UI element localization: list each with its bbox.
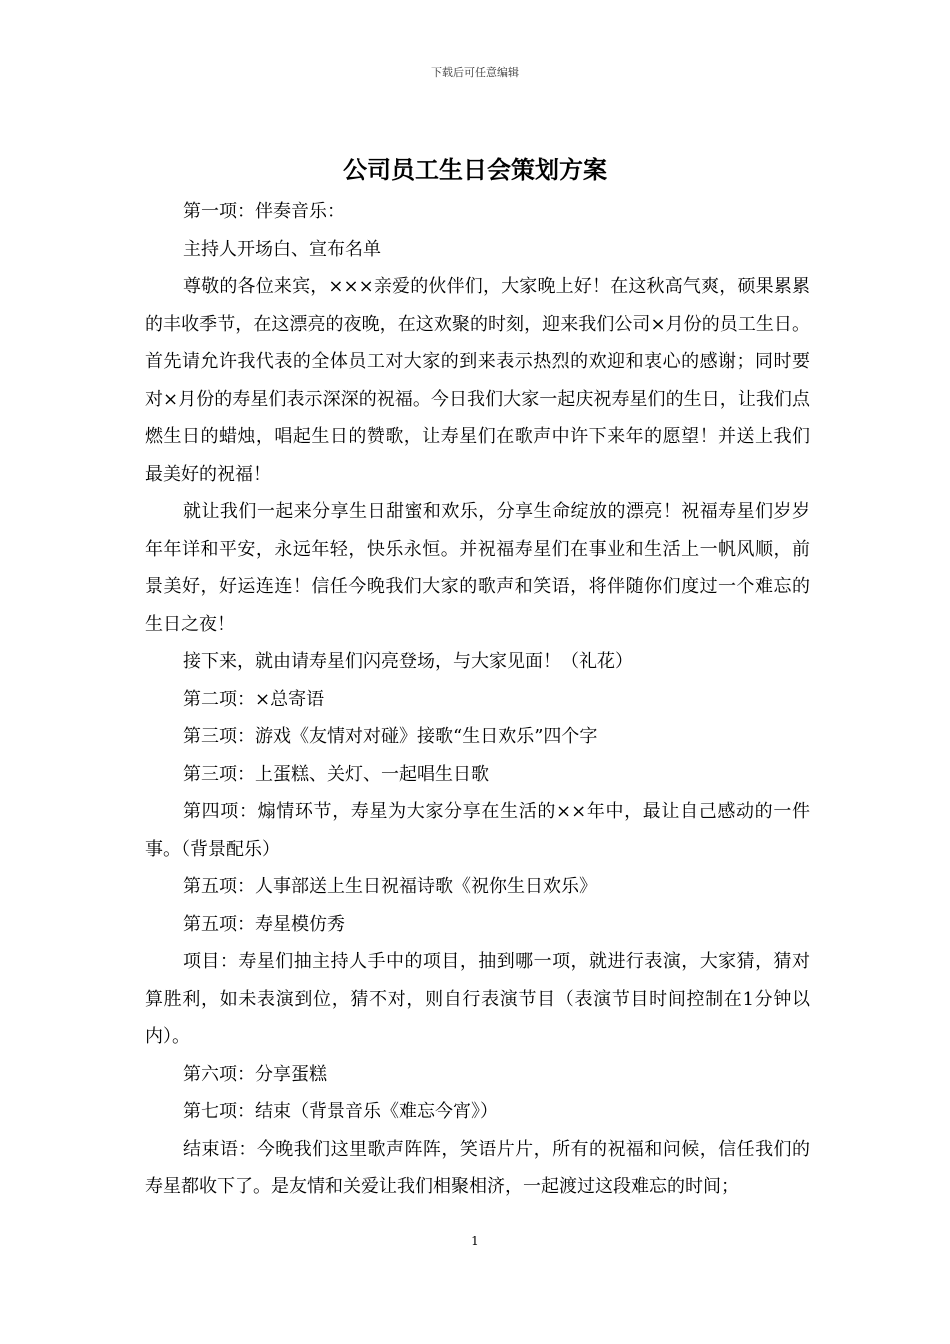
paragraph-item-1: 第一项：伴奏音乐： <box>183 201 345 222</box>
page-header-note: 下载后可任意编辑 <box>431 66 519 79</box>
paragraph-item-2: 第二项：×总寄语 <box>183 688 325 710</box>
document-title: 公司员工生日会策划方案 <box>343 155 607 184</box>
paragraph-closing-remarks: 结束语：今晚我们这里歌声阵阵，笑语片片，所有的祝福和问候，信任我们的寿星都收下了。是友情和关爱让我们相聚相济，一起渡过这段难忘的时间； <box>145 1138 810 1197</box>
paragraph-welcome-speech: 尊敬的各位来宾，×××亲爱的伙伴们，大家晚上好！在这秋高气爽，硕果累累的丰收季节，在这漂亮的夜晚，在这欢聚的时刻，迎来我们公司×月份的员工生日。首先请允许我代表的全体员工对大家的到来表示热烈的欢迎和衷心的感谢；同时要对×月份的寿星们表示深深的祝福。今日我们大家一起庆祝寿星们的生日，让我们点燃生日的蜡烛，唱起生日的赞歌，让寿星们在歌声中许下来年的愿望！并送上我们最美好的祝福！ <box>145 276 810 485</box>
paragraph-item-3-game: 第三项：游戏《友情对对碰》接歌“生日欢乐”四个字 <box>183 726 598 747</box>
paragraph-item-4: 第四项：煽情环节，寿星为大家分享在生活的××年中，最让自己感动的一件事。（背景配乐） <box>145 801 810 860</box>
paragraph-item-5-poem: 第五项：人事部送上生日祝福诗歌《祝你生日欢乐》 <box>183 876 597 897</box>
paragraph-item-7: 第七项：结束（背景音乐《难忘今宵》） <box>183 1101 498 1122</box>
paragraph-introduce-birthday-stars: 接下来，就由请寿星们闪亮登场，与大家见面！（礼花） <box>183 651 633 672</box>
paragraph-project-rules: 项目：寿星们抽主持人手中的项目，抽到哪一项，就进行表演，大家猜，猜对算胜利，如未表演到位，猜不对，则自行表演节目（表演节目时间控制在1分钟以内）。 <box>145 951 810 1047</box>
page-number: 1 <box>471 1234 479 1248</box>
document-body <box>145 193 810 1206</box>
paragraph-item-5-show: 第五项：寿星模仿秀 <box>183 913 345 935</box>
paragraph-blessing: 就让我们一起来分享生日甜蜜和欢乐，分享生命绽放的漂亮！祝福寿星们岁岁年年详和平安，永远年轻，快乐永恒。并祝福寿星们在事业和生活上一帆风顺，前景美好，好运连连！信任今晚我们大家的歌声和笑语，将伴随你们度过一个难忘的生日之夜！ <box>145 501 810 635</box>
paragraph-item-6: 第六项：分享蛋糕 <box>183 1063 327 1085</box>
paragraph-host-opening: 主持人开场白、宣布名单 <box>183 238 381 260</box>
paragraph-item-3-cake: 第三项：上蛋糕、关灯、一起唱生日歌 <box>183 763 489 785</box>
